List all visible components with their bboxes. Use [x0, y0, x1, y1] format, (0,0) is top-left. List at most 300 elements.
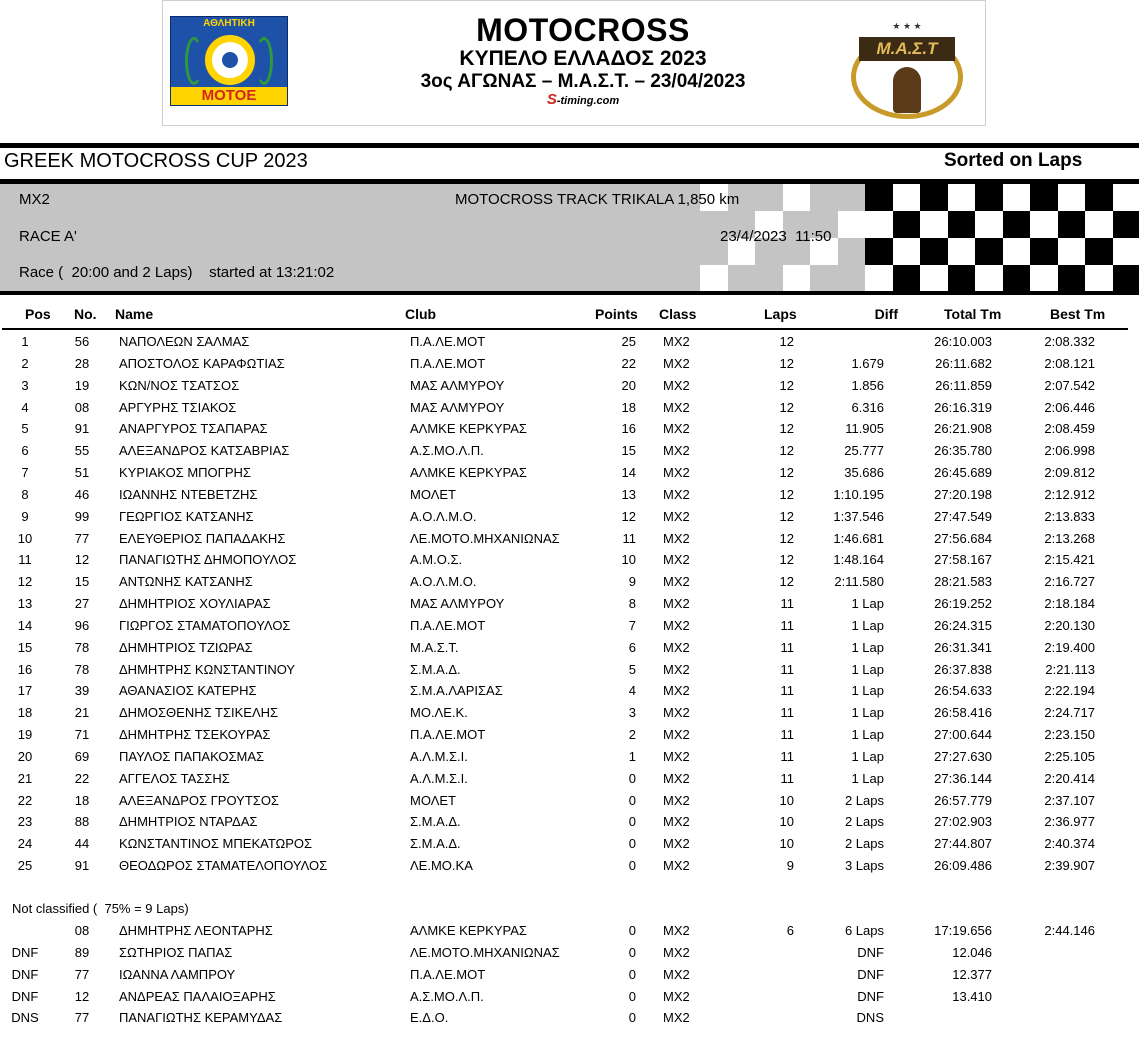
cell-best: 2:37.107 — [1044, 792, 1095, 808]
cell-total: 27:27.630 — [934, 748, 992, 764]
cell-points: 0 — [628, 792, 636, 808]
race-info-panel — [0, 184, 1139, 292]
cell-no: 21 — [74, 705, 90, 721]
cell-no: 15 — [74, 574, 90, 590]
cell-club: Σ.Μ.Α.Δ. — [410, 661, 461, 677]
cell-best: 2:25.105 — [1044, 748, 1095, 764]
cell-total: 26:09.486 — [934, 858, 992, 874]
cell-laps: 12 — [779, 399, 794, 415]
cell-pos: DNF — [11, 944, 39, 960]
col-no: No. — [74, 306, 97, 322]
cell-points: 14 — [621, 465, 636, 481]
cell-class: MX2 — [663, 508, 690, 524]
table-row — [0, 727, 1139, 748]
table-row — [0, 793, 1139, 814]
cell-diff: 6.316 — [851, 399, 884, 415]
cell-name: ΙΩΑΝΝΗΣ ΝΤΕΒΕΤΖΗΣ — [119, 486, 258, 502]
divider-top — [0, 143, 1139, 148]
cell-name: ΔΗΜΗΤΡΗΣ ΛΕΟΝΤΑΡΗΣ — [119, 923, 273, 938]
cell-pos: 15 — [17, 639, 33, 655]
cell-total: 13.410 — [952, 988, 992, 1004]
cell-pos: DNS — [11, 1010, 39, 1026]
cell-class: MX2 — [663, 421, 690, 437]
cell-diff: 1.679 — [851, 355, 884, 371]
cell-name: ΔΗΜΗΤΡΙΟΣ ΝΤΑΡΔΑΣ — [119, 814, 258, 830]
cell-no: 08 — [74, 923, 90, 938]
cell-points: 3 — [628, 705, 636, 721]
cell-best: 2:12.912 — [1044, 486, 1095, 502]
cell-diff: DNF — [857, 944, 884, 960]
cell-diff: 1 Lap — [851, 617, 884, 633]
cell-points: 0 — [628, 814, 636, 830]
results-table-header — [0, 306, 1139, 328]
cell-club: Σ.Μ.Α.ΛΑΡΙΣΑΣ — [410, 683, 503, 699]
col-best: Best Tm — [1050, 306, 1106, 322]
cell-club: Ε.Δ.Ο. — [410, 1010, 449, 1026]
cell-total: 27:56.684 — [934, 530, 992, 546]
s-timing-s: S — [546, 91, 557, 108]
cell-class: MX2 — [663, 770, 690, 786]
table-row — [0, 443, 1139, 464]
flag-square — [920, 184, 948, 211]
cell-class: MX2 — [663, 1010, 690, 1026]
cell-class: MX2 — [663, 530, 690, 546]
cell-total: 26:37.838 — [934, 661, 992, 677]
cell-best: 2:08.121 — [1044, 355, 1095, 371]
table-row — [0, 923, 1139, 944]
cell-laps: 12 — [779, 574, 794, 590]
cell-total: 26:21.908 — [934, 421, 992, 437]
cell-diff: 3 Laps — [844, 858, 884, 874]
cell-diff: 1:48.164 — [833, 552, 884, 568]
cell-name: ΓΙΩΡΓΟΣ ΣΤΑΜΑΤΟΠΟΥΛΟΣ — [119, 617, 291, 633]
cell-class: MX2 — [663, 639, 690, 655]
flag-square — [1085, 238, 1113, 265]
cell-total: 26:54.633 — [934, 683, 992, 699]
cell-points: 0 — [628, 1010, 636, 1026]
cell-total: 27:58.167 — [934, 552, 992, 568]
cell-total: 26:31.341 — [934, 639, 992, 655]
cell-total: 26:45.689 — [934, 465, 992, 481]
cell-laps: 11 — [780, 770, 794, 786]
cell-club: Α.Ο.Λ.Μ.Ο. — [410, 574, 477, 590]
race-name: RACE A' — [19, 228, 77, 245]
cell-points: 0 — [628, 836, 636, 852]
cell-class: MX2 — [663, 988, 690, 1004]
cell-points: 22 — [621, 355, 636, 371]
cell-no: 44 — [74, 836, 90, 852]
sorted-label: Sorted on Laps — [944, 150, 1083, 171]
cell-club: Π.Α.ΛΕ.ΜΟΤ — [410, 355, 486, 371]
cell-name: ΘΕΟΔΩΡΟΣ ΣΤΑΜΑΤΕΛΟΠΟΥΛΟΣ — [119, 858, 328, 874]
cell-diff: 1 Lap — [851, 770, 884, 786]
event-banner — [162, 0, 986, 126]
laurel-left-icon — [185, 37, 203, 85]
flag-square — [1113, 211, 1139, 238]
cell-no: 88 — [74, 814, 90, 830]
flag-square — [975, 265, 1003, 292]
cell-points: 16 — [621, 421, 636, 437]
cell-total: 27:20.198 — [934, 486, 992, 502]
table-row — [0, 356, 1139, 377]
cell-no: 69 — [74, 748, 90, 764]
race-track: MOTOCROSS TRACK TRIKALA 1,850 km — [455, 191, 740, 208]
cell-pos: 3 — [21, 377, 29, 393]
race-datetime: 23/4/2023 11:50 — [720, 228, 832, 245]
cell-points: 12 — [621, 508, 636, 524]
cell-laps: 10 — [779, 836, 794, 852]
header-underline — [2, 328, 1128, 330]
cell-best: 2:20.414 — [1044, 770, 1095, 786]
cell-class: MX2 — [663, 966, 690, 982]
cell-name: ΔΗΜΗΤΡΗΣ ΤΣΕΚΟΥΡΑΣ — [119, 727, 271, 743]
col-club: Club — [405, 306, 437, 322]
cell-diff: DNF — [857, 966, 884, 982]
cell-pos: 8 — [21, 486, 29, 502]
cell-best: 2:24.717 — [1044, 705, 1095, 721]
cell-best: 2:20.130 — [1044, 617, 1095, 633]
cell-class: MX2 — [663, 399, 690, 415]
cell-diff: 1:46.681 — [833, 530, 884, 546]
table-row — [0, 705, 1139, 726]
cell-points: 15 — [621, 443, 636, 459]
cell-class: MX2 — [663, 596, 690, 612]
flag-square — [975, 211, 1003, 238]
cell-club: ΛΕ.ΜΟΤΟ.ΜΗΧΑΝΙΩΝΑΣ — [410, 944, 560, 960]
flag-square — [1085, 184, 1113, 211]
flag-square — [865, 211, 893, 238]
flag-square — [1003, 211, 1031, 238]
table-row — [0, 400, 1139, 421]
cell-best: 2:19.400 — [1044, 639, 1095, 655]
cell-points: 25 — [621, 334, 636, 349]
cell-pos: 21 — [17, 770, 33, 786]
cell-points: 0 — [628, 770, 636, 786]
cell-best: 2:18.184 — [1044, 596, 1095, 612]
cell-diff: 6 Laps — [844, 923, 884, 938]
left-logo-bottom-text: ΜΟΤΟΕ — [171, 87, 287, 105]
cell-pos: 19 — [17, 727, 33, 743]
cell-laps: 12 — [779, 530, 794, 546]
cell-club: ΑΛΜΚΕ ΚΕΡΚΥΡΑΣ — [410, 465, 527, 481]
cell-no: 91 — [74, 421, 90, 437]
table-row — [0, 858, 1139, 879]
cell-class: MX2 — [663, 705, 690, 721]
cell-best: 2:06.446 — [1044, 399, 1095, 415]
cell-diff: DNS — [856, 1010, 884, 1026]
cell-best: 2:13.268 — [1044, 530, 1095, 546]
cell-pos: 16 — [17, 661, 33, 677]
cell-name: ΕΛΕΥΘΕΡΙΟΣ ΠΑΠΑΔΑΚΗΣ — [119, 530, 286, 546]
cell-diff: 11.905 — [845, 421, 884, 437]
cell-points: 4 — [628, 683, 636, 699]
cell-class: MX2 — [663, 858, 690, 874]
cell-name: ΑΘΑΝΑΣΙΟΣ ΚΑΤΕΡΗΣ — [119, 683, 257, 699]
cell-laps: 11 — [780, 617, 794, 633]
cell-total: 26:19.252 — [934, 596, 992, 612]
cell-laps: 11 — [780, 596, 794, 612]
cell-club: Π.Α.ΛΕ.ΜΟΤ — [410, 966, 486, 982]
flag-square — [893, 238, 921, 265]
cell-no: 56 — [74, 334, 90, 349]
cell-pos: 20 — [17, 748, 33, 764]
flag-square — [1085, 265, 1113, 292]
cell-club: ΜΑΣ ΑΛΜΥΡΟΥ — [410, 399, 505, 415]
cell-pos: 5 — [21, 421, 29, 437]
cell-total: 26:16.319 — [934, 399, 992, 415]
cell-best: 2:39.907 — [1044, 858, 1095, 874]
cup-title: GREEK MOTOCROSS CUP 2023 — [4, 150, 308, 172]
col-total: Total Tm — [944, 306, 1002, 322]
wheel-emblem-icon — [205, 35, 255, 85]
cell-club: Α.Ο.Λ.Μ.Ο. — [410, 508, 477, 524]
cell-points: 13 — [621, 486, 636, 502]
cell-points: 9 — [628, 574, 636, 590]
cell-laps: 10 — [779, 792, 794, 808]
cell-total: 12.377 — [952, 966, 992, 982]
cell-name: ΔΗΜΗΤΡΙΟΣ ΧΟΥΛΙΑΡΑΣ — [119, 596, 271, 612]
flag-square — [920, 211, 948, 238]
cell-total: 12.046 — [952, 944, 992, 960]
cell-laps: 12 — [779, 355, 794, 371]
cell-pos: 23 — [17, 814, 33, 830]
cell-diff: 1 Lap — [851, 596, 884, 612]
cell-club: Π.Α.ΛΕ.ΜΟΤ — [410, 617, 486, 633]
cell-total: 26:57.779 — [934, 792, 992, 808]
cell-club: Σ.Μ.Α.Δ. — [410, 836, 461, 852]
flag-square — [865, 184, 893, 211]
cell-pos: DNF — [11, 966, 39, 982]
divider-race-bottom — [0, 291, 1139, 295]
laurel-right-icon — [255, 37, 273, 85]
cell-class: MX2 — [663, 617, 690, 633]
cell-club: ΑΛΜΚΕ ΚΕΡΚΥΡΑΣ — [410, 421, 527, 437]
cell-no: 46 — [74, 486, 90, 502]
cell-no: 71 — [74, 727, 90, 743]
cell-name: ΑΠΟΣΤΟΛΟΣ ΚΑΡΑΦΩΤΙΑΣ — [119, 355, 285, 371]
table-row — [0, 596, 1139, 617]
banner-title-line1: MOTOCROSS — [476, 12, 690, 48]
athletic-motoe-logo — [170, 16, 288, 106]
cell-laps: 12 — [779, 465, 794, 481]
cell-points: 1 — [628, 748, 636, 764]
flag-square — [1030, 265, 1058, 292]
cell-club: Α.Σ.ΜΟ.Λ.Π. — [410, 443, 484, 459]
mast-club-logo — [843, 21, 971, 117]
table-row — [0, 509, 1139, 530]
cell-no: 39 — [74, 683, 90, 699]
flag-square — [1113, 184, 1139, 211]
cell-total: 27:36.144 — [934, 770, 992, 786]
table-row — [0, 989, 1139, 1010]
cell-no: 19 — [74, 377, 90, 393]
flag-square — [865, 238, 893, 265]
cell-points: 6 — [628, 639, 636, 655]
cell-name: ΑΝΔΡΕΑΣ ΠΑΛΑΙΟΞΑΡΗΣ — [119, 988, 276, 1004]
cell-club: ΜΑΣ ΑΛΜΥΡΟΥ — [410, 596, 505, 612]
flag-square — [783, 184, 811, 211]
cell-points: 5 — [628, 661, 636, 677]
cell-no: 89 — [74, 944, 90, 960]
flag-square — [893, 184, 921, 211]
cell-total: 28:21.583 — [934, 574, 992, 590]
cell-club: Π.Α.ΛΕ.ΜΟΤ — [410, 334, 486, 349]
cell-pos: 17 — [17, 683, 33, 699]
cell-class: MX2 — [663, 814, 690, 830]
cell-total: 27:47.549 — [934, 508, 992, 524]
cell-total: 27:44.807 — [934, 836, 992, 852]
table-row — [0, 836, 1139, 857]
flag-square — [975, 184, 1003, 211]
cell-name: ΓΕΩΡΓΙΟΣ ΚΑΤΣΑΝΗΣ — [119, 508, 254, 524]
cell-name: ΑΛΕΞΑΝΔΡΟΣ ΓΡΟΥΤΣΟΣ — [119, 792, 279, 808]
cell-points: 0 — [628, 944, 636, 960]
cell-laps: 12 — [779, 377, 794, 393]
cell-no: 77 — [74, 966, 90, 982]
cell-pos: 11 — [18, 552, 32, 568]
flag-square — [1058, 184, 1086, 211]
cell-class: MX2 — [663, 661, 690, 677]
left-logo-top-text: ΑΘΛΗΤΙΚΗ — [171, 17, 287, 31]
table-row — [0, 574, 1139, 595]
cell-name: ΣΩΤΗΡΙΟΣ ΠΑΠΑΣ — [119, 944, 233, 960]
col-pos: Pos — [25, 306, 51, 322]
cell-club: Α.Σ.ΜΟ.Λ.Π. — [410, 988, 484, 1004]
cell-best: 2:23.150 — [1044, 727, 1095, 743]
table-row — [0, 749, 1139, 770]
cell-no: 18 — [74, 792, 90, 808]
cell-best: 2:15.421 — [1044, 552, 1095, 568]
cell-no: 55 — [74, 443, 90, 459]
cell-club: ΜΑΣ ΑΛΜΥΡΟΥ — [410, 377, 505, 393]
cell-class: MX2 — [663, 377, 690, 393]
flag-square — [700, 265, 728, 292]
cell-club: ΜΟΛΕΤ — [410, 792, 457, 808]
cell-diff: 1:10.195 — [833, 486, 884, 502]
cell-club: Α.Λ.Μ.Σ.Ι. — [410, 748, 468, 764]
cell-total: 26:58.416 — [934, 705, 992, 721]
cell-best: 2:08.459 — [1044, 421, 1095, 437]
cell-laps: 12 — [779, 508, 794, 524]
cell-best: 2:13.833 — [1044, 508, 1095, 524]
flag-square — [838, 211, 866, 238]
table-row — [0, 531, 1139, 552]
cell-class: MX2 — [663, 792, 690, 808]
cell-no: 27 — [74, 596, 90, 612]
flag-square — [1003, 265, 1031, 292]
cell-club: ΛΕ.ΜΟ.ΚΑ — [410, 858, 473, 874]
cell-diff: 2 Laps — [844, 836, 884, 852]
cell-diff: 1 Lap — [851, 748, 884, 764]
cell-diff: 2:11.580 — [834, 574, 884, 590]
cell-club: Α.Λ.Μ.Σ.Ι. — [410, 770, 468, 786]
cell-no: 91 — [74, 858, 90, 874]
col-laps: Laps — [764, 306, 797, 322]
cell-laps: 11 — [780, 661, 794, 677]
cell-name: ΠΑΝΑΓΙΩΤΗΣ ΔΗΜΟΠΟΥΛΟΣ — [119, 552, 297, 568]
race-category: MX2 — [19, 191, 50, 208]
cell-club: Σ.Μ.Α.Δ. — [410, 814, 461, 830]
cell-diff: 1 Lap — [851, 727, 884, 743]
table-row — [0, 378, 1139, 399]
cell-name: ΝΑΠΟΛΕΩΝ ΣΑΛΜΑΣ — [119, 334, 250, 349]
flag-square — [948, 238, 976, 265]
cell-class: MX2 — [663, 944, 690, 960]
flag-square — [1058, 211, 1086, 238]
table-row — [0, 1010, 1139, 1031]
cell-laps: 6 — [786, 923, 794, 938]
table-row — [0, 814, 1139, 835]
cell-pos: DNF — [11, 988, 39, 1004]
banner-title — [353, 13, 813, 108]
cell-pos: 2 — [21, 355, 29, 371]
flag-square — [1003, 184, 1031, 211]
cell-no: 12 — [74, 988, 90, 1004]
cell-diff: 2 Laps — [844, 792, 884, 808]
cell-best: 2:22.194 — [1044, 683, 1095, 699]
cell-class: MX2 — [663, 923, 690, 938]
cell-no: 78 — [74, 661, 90, 677]
cell-class: MX2 — [663, 836, 690, 852]
cell-diff: 1 Lap — [851, 661, 884, 677]
cell-name: ΠΑΝΑΓΙΩΤΗΣ ΚΕΡΑΜΥΔΑΣ — [119, 1010, 283, 1026]
cell-diff: 1 Lap — [851, 705, 884, 721]
cell-name: ΚΩΝΣΤΑΝΤΙΝΟΣ ΜΠΕΚΑΤΩΡΟΣ — [119, 836, 313, 852]
rider-figure-icon — [893, 67, 921, 113]
flag-square — [1030, 184, 1058, 211]
cell-points: 2 — [628, 727, 636, 743]
cell-diff: 1 Lap — [851, 683, 884, 699]
flag-square — [948, 265, 976, 292]
flag-square — [1030, 238, 1058, 265]
cell-no: 28 — [74, 355, 90, 371]
cell-class: MX2 — [663, 574, 690, 590]
cell-total: 26:35.780 — [934, 443, 992, 459]
cell-no: 77 — [74, 1010, 90, 1026]
cell-diff: 1 Lap — [851, 639, 884, 655]
cell-pos: 18 — [17, 705, 33, 721]
col-name: Name — [115, 306, 154, 322]
cell-class: MX2 — [663, 334, 690, 349]
cell-no: 77 — [74, 530, 90, 546]
cell-pos: 13 — [17, 596, 33, 612]
cell-class: MX2 — [663, 486, 690, 502]
cell-points: 20 — [621, 377, 636, 393]
cell-name: ΑΓΓΕΛΟΣ ΤΑΣΣΗΣ — [119, 770, 230, 786]
flag-square — [948, 184, 976, 211]
cell-laps: 11 — [780, 705, 794, 721]
cell-class: MX2 — [663, 748, 690, 764]
race-format: Race ( 20:00 and 2 Laps) started at 13:21:02 — [19, 264, 335, 281]
cell-points: 7 — [628, 617, 636, 633]
cell-total: 17:19.656 — [934, 923, 992, 938]
cell-no: 22 — [74, 770, 90, 786]
flag-square — [783, 265, 811, 292]
table-row — [0, 771, 1139, 792]
flag-square — [1085, 211, 1113, 238]
cell-total: 26:24.315 — [934, 617, 992, 633]
s-timing-logo — [353, 93, 813, 108]
cell-no: 78 — [74, 639, 90, 655]
cell-pos: 12 — [17, 574, 33, 590]
cell-no: 12 — [74, 552, 90, 568]
cell-pos: 4 — [21, 399, 29, 415]
cell-laps: 12 — [779, 421, 794, 437]
cell-laps: 11 — [780, 727, 794, 743]
cell-laps: 11 — [780, 639, 794, 655]
table-row — [0, 487, 1139, 508]
table-row — [0, 618, 1139, 639]
